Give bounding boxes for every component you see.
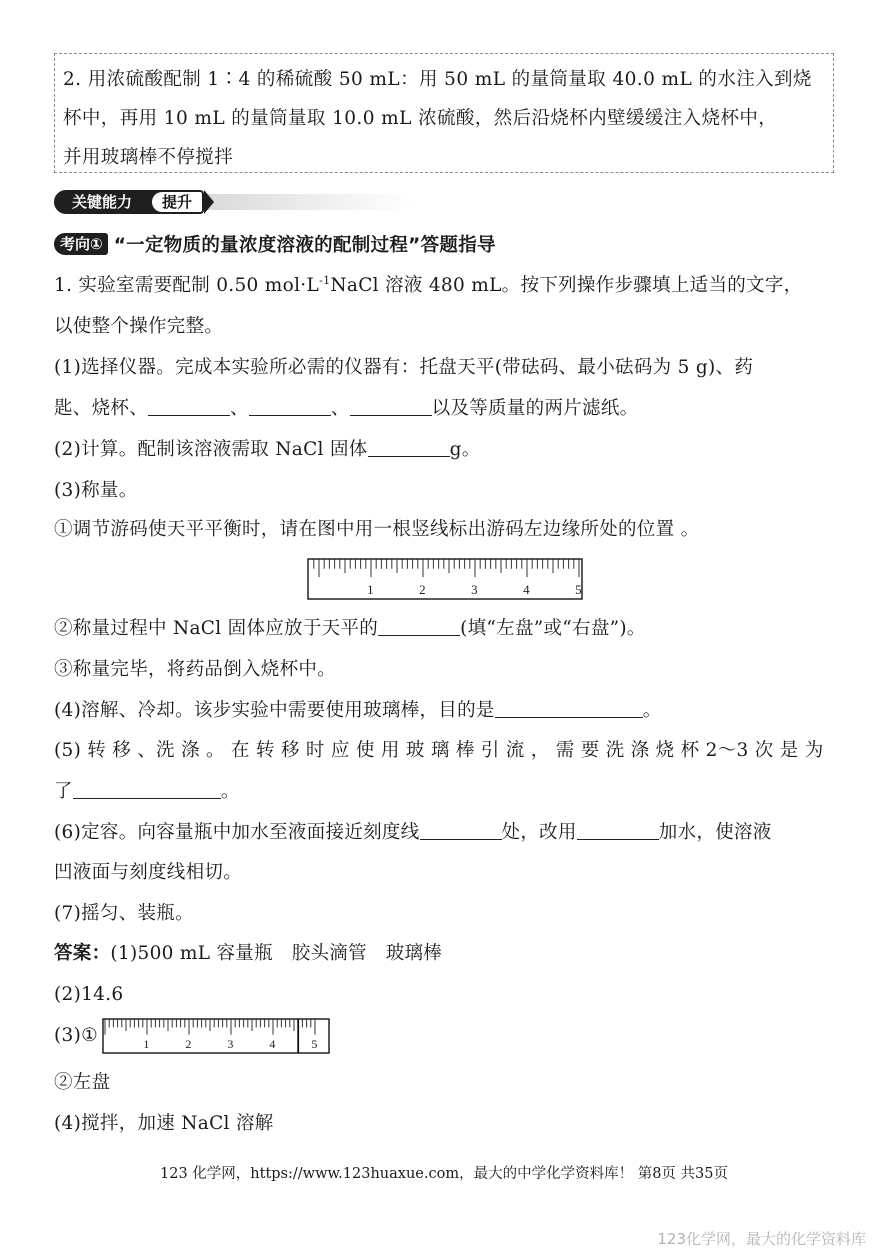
question-ruler[interactable]	[307, 558, 583, 600]
ruler-tick-label: 3	[471, 582, 478, 597]
step1-sep-1: 、	[230, 398, 249, 419]
example-box	[54, 53, 834, 173]
q1-text-a: 1. 实验室需要配制 0.50 mol·L	[54, 275, 320, 296]
answer-blank[interactable]	[73, 780, 221, 799]
answer-blank[interactable]	[148, 397, 230, 416]
step1-line-2	[54, 396, 638, 422]
answer-line-3: (3)①	[54, 1025, 98, 1046]
ruler-tick-label: 1	[367, 582, 374, 597]
step3-2-text-b: (填“左盘”或“右盘”)。	[460, 618, 646, 639]
answer-line-5: (4)搅拌，加速 NaCl 溶解	[54, 1113, 274, 1134]
step1-line-1: (1)选择仪器。完成本实验所必需的仪器有：托盘天平(带砝码、最小砝码为 5 g)、药	[54, 357, 754, 378]
section-banner	[54, 190, 414, 214]
step3-line: (3)称量。	[54, 480, 138, 501]
topic-tag: 考向①	[54, 233, 108, 255]
step6-line-2: 凹液面与刻度线相切。	[54, 862, 243, 883]
watermark-text: 123化学网，最大的化学资料库	[657, 1230, 866, 1248]
answer-line-1	[54, 941, 442, 967]
answer-ruler	[102, 1018, 330, 1054]
ruler-tick-label: 3	[227, 1037, 234, 1051]
answer-blank[interactable]	[577, 821, 659, 840]
step4-text-b: 。	[642, 700, 662, 721]
step5-text-b: 。	[220, 781, 240, 802]
step2-text-a: (2)计算。配制该溶液需取 NaCl 固体	[54, 439, 368, 460]
ruler-tick-label: 2	[185, 1037, 192, 1051]
step2-text-b: g。	[449, 439, 481, 460]
answer-blank[interactable]	[350, 397, 432, 416]
answer-blank[interactable]	[368, 438, 450, 457]
step1-text-d: 以及等质量的两片滤纸。	[431, 398, 639, 419]
step3-3-line: ③称量完毕，将药品倒入烧杯中。	[54, 659, 337, 680]
step2-line	[54, 437, 481, 463]
question-line-2: 以使整个操作完整。	[54, 316, 224, 337]
answer-blank[interactable]	[420, 821, 502, 840]
answer-line-2: (2)14.6	[54, 984, 124, 1005]
ruler-tick-label: 1	[143, 1037, 150, 1051]
box-line-3: 并用玻璃棒不停搅拌	[63, 147, 234, 168]
step5-line-2	[54, 779, 240, 805]
banner-arrow-icon	[204, 190, 214, 214]
step6-text-c: 加水，使溶液	[658, 822, 772, 843]
box-line-2: 杯中，再用 10 mL 的量筒量取 10.0 mL 浓硫酸，然后沿烧杯内壁缓缓注入烧杯中，	[63, 108, 778, 129]
step3-2-text-a: ②称量过程中 NaCl 固体应放于天平的	[54, 618, 379, 639]
step5-text-a: 了	[54, 781, 73, 802]
topic-heading	[54, 231, 496, 259]
ruler-frame	[103, 1019, 329, 1053]
step4-line	[54, 698, 662, 724]
banner-label-right: 提升	[152, 192, 202, 212]
answer-blank[interactable]	[378, 617, 460, 636]
banner-label-left: 关键能力	[71, 193, 132, 211]
step6-line-1	[54, 820, 772, 846]
step4-text-a: (4)溶解、冷却。该步实验中需要使用玻璃棒，目的是	[54, 700, 495, 721]
ruler-tick-label: 2	[419, 582, 426, 597]
ruler-tick-label: 4	[523, 582, 530, 597]
ruler-tick-label: 5	[575, 582, 582, 597]
page-footer: 123 化学网，https://www.123huaxue.com，最大的中学化学资料库！ 第8页 共35页	[160, 1166, 728, 1182]
answer-blank[interactable]	[495, 699, 643, 718]
ruler-svg	[307, 558, 583, 600]
answer-1: (1)500 mL 容量瓶 胶头滴管 玻璃棒	[110, 943, 443, 964]
step1-sep-2: 、	[330, 398, 350, 419]
step3-2-line	[54, 616, 646, 642]
step6-text-a: (6)定容。向容量瓶中加水至液面接近刻度线	[54, 822, 420, 843]
step6-text-b: 处，改用	[501, 822, 577, 843]
q1-text-b: NaCl 溶液 480 mL。按下列操作步骤填上适当的文字，	[330, 275, 803, 296]
step7-line: (7)摇匀、装瓶。	[54, 903, 194, 924]
box-line-1: 2. 用浓硫酸配制 1∶4 的稀硫酸 50 mL：用 50 mL 的量筒量取 40.0 mL 的水注入到烧	[63, 69, 812, 90]
answer-line-4: ②左盘	[54, 1072, 111, 1093]
ruler-frame	[308, 559, 582, 599]
q1-superscript: -1	[319, 273, 331, 287]
step3-1-line: ①调节游码使天平平衡时，请在图中用一根竖线标出游码左边缘所处的位置 。	[54, 519, 700, 540]
topic-title: “一定物质的量浓度溶液的配制过程”答题指导	[113, 235, 496, 256]
answer-ruler-svg	[102, 1018, 330, 1054]
answer-blank[interactable]	[249, 397, 331, 416]
question-line-1	[54, 273, 802, 299]
ruler-tick-label: 5	[311, 1037, 318, 1051]
answer-label: 答案：	[54, 943, 111, 964]
banner-fade	[204, 194, 414, 210]
step1-text-a: 匙、烧杯、	[54, 398, 149, 419]
step5-line-1: (5) 转 移 、洗 涤 。 在 转 移 时 应 使 用 玻 璃 棒 引 流 ， 需 要 洗 涤 烧 杯 2～3 次 是 为	[54, 740, 824, 761]
ruler-tick-label: 4	[269, 1037, 276, 1051]
